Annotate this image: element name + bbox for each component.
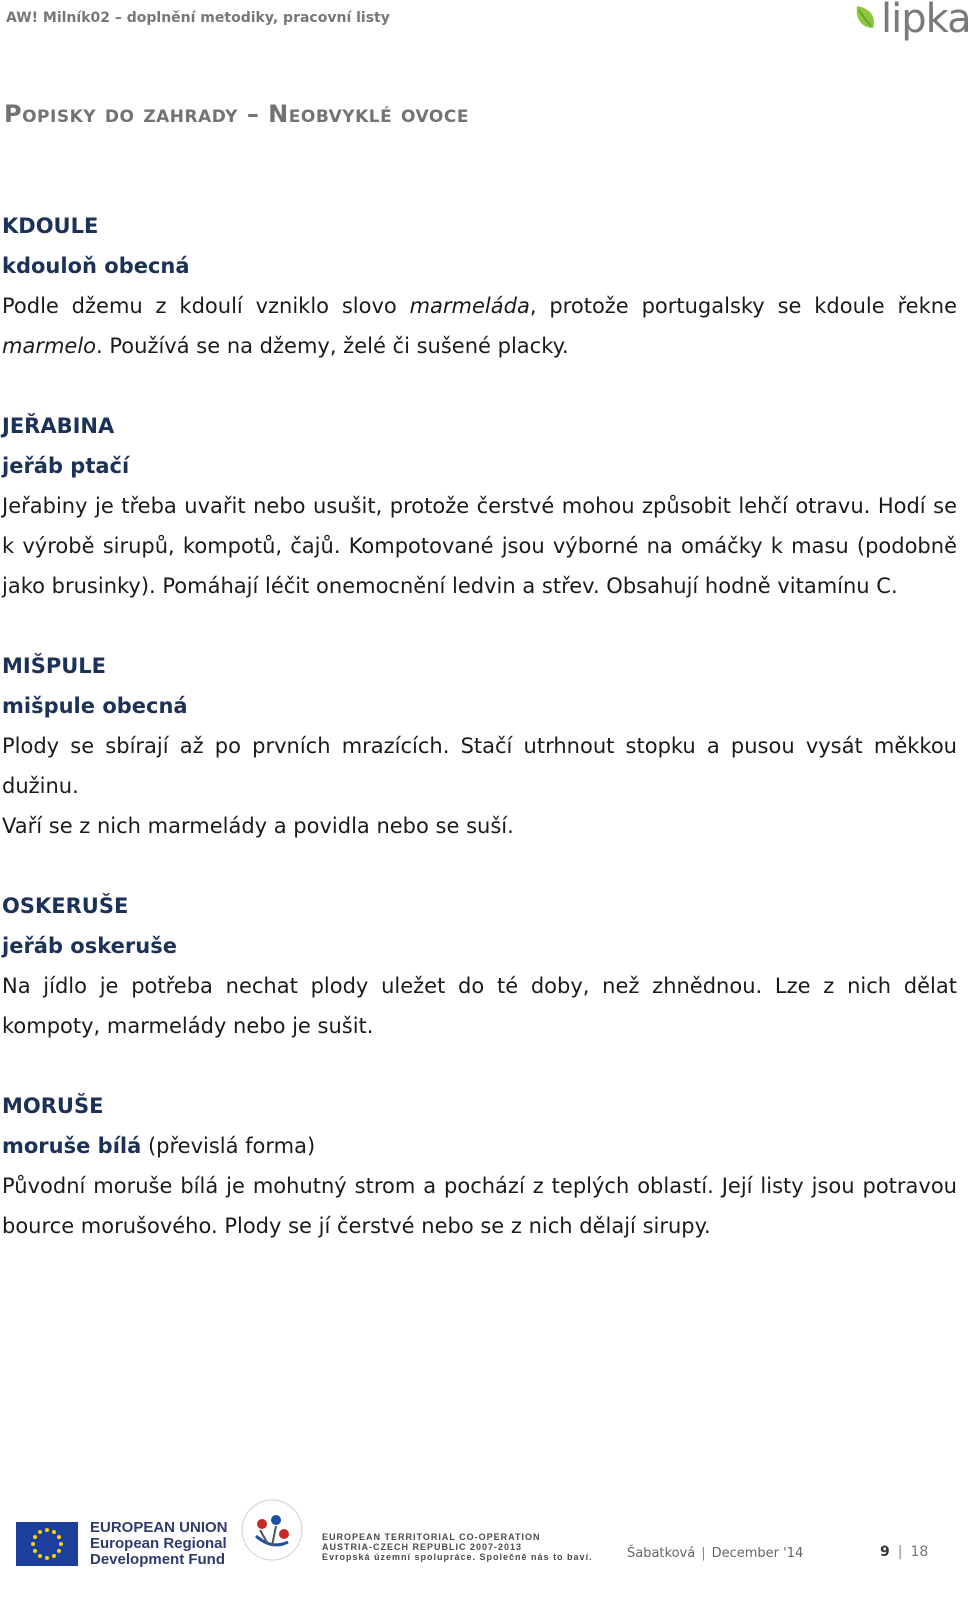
entry-kdoule	[2, 206, 957, 366]
entry-description: Jeřabiny je třeba uvařit nebo usušit, protože čerstvé mohou způsobit lehčí otravu. Hodí se k výrobě sirupů, kompotů, čajů. Kompotované jsou výborné na omáčky k masu (podobně jako brusinky). Pomáhají léčit onemocnění ledvin a střev. Obsahují hodně vitamínu C.	[2, 494, 957, 598]
entry-description: Podle džemu z kdoulí vzniklo slovo marmeláda, protože portugalsky se kdoule řekne marmelo. Používá se na džemy, želé či sušené placky.	[2, 294, 957, 358]
footer-author: Šabatková	[627, 1546, 696, 1561]
entry-description-extra: Vaří se z nich marmelády a povidla nebo se suší.	[2, 814, 514, 838]
entry-jerabina	[2, 406, 957, 606]
entry-latin-name: mišpule obecná	[2, 694, 188, 718]
eu-fund-text: EUROPEAN UNION European Regional Development Fund	[90, 1519, 228, 1568]
entry-latin-name: kdouloň obecná	[2, 254, 190, 278]
page-number: 9 | 18	[880, 1544, 929, 1560]
entry-heading: MORUŠE	[2, 1094, 104, 1118]
total-pages: 18	[910, 1544, 929, 1560]
lipka-logo	[849, 0, 971, 44]
entry-heading: JEŘABINA	[2, 414, 115, 438]
entry-heading: OSKERUŠE	[2, 894, 129, 918]
page-footer	[0, 1490, 960, 1620]
leaf-icon	[849, 2, 883, 40]
entries-list	[2, 206, 957, 1286]
page-title: Popisky do zahrady – Neobvyklé ovoce	[4, 100, 469, 128]
entry-heading: MIŠPULE	[2, 654, 107, 678]
current-page: 9	[880, 1544, 890, 1560]
entry-description: Plody se sbírají až po prvních mrazících. Stačí utrhnout stopku a pusou vysát měkkou dužinu.	[2, 734, 957, 798]
eu-flag-icon	[16, 1522, 78, 1566]
entry-heading: KDOULE	[2, 214, 99, 238]
entry-latin-name: jeřáb oskeruše	[2, 934, 177, 958]
entry-moruse	[2, 1086, 957, 1246]
entry-oskeruse	[2, 886, 957, 1046]
footer-date: December '14	[711, 1546, 804, 1561]
logo-text: lipka	[881, 0, 971, 42]
footer-author-date: Šabatková | December '14	[627, 1546, 804, 1561]
cooperation-logo-icon	[232, 1490, 312, 1570]
entry-latin-name: jeřáb ptačí	[2, 454, 130, 478]
entry-description: Původní moruše bílá je mohutný strom a pochází z teplých oblastí. Její listy jsou potravou bource morušového. Plody se jí čerstvé nebo se z nich dělají sirupy.	[2, 1174, 957, 1238]
etc-programme-text: EUROPEAN TERRITORIAL CO-OPERATION AUSTRIA-CZECH REPUBLIC 2007-2013 Evropská územní spolupráce. Společně nás to baví.	[322, 1532, 593, 1562]
entry-latin-name: moruše bílá (převislá forma)	[2, 1134, 316, 1158]
document-header-title: AW! Milník02 – doplnění metodiky, pracovní listy	[6, 10, 390, 26]
entry-description: Na jídlo je potřeba nechat plody uležet do té doby, než zhnědnou. Lze z nich dělat kompoty, marmelády nebo je sušit.	[2, 974, 957, 1038]
entry-mispule	[2, 646, 957, 846]
